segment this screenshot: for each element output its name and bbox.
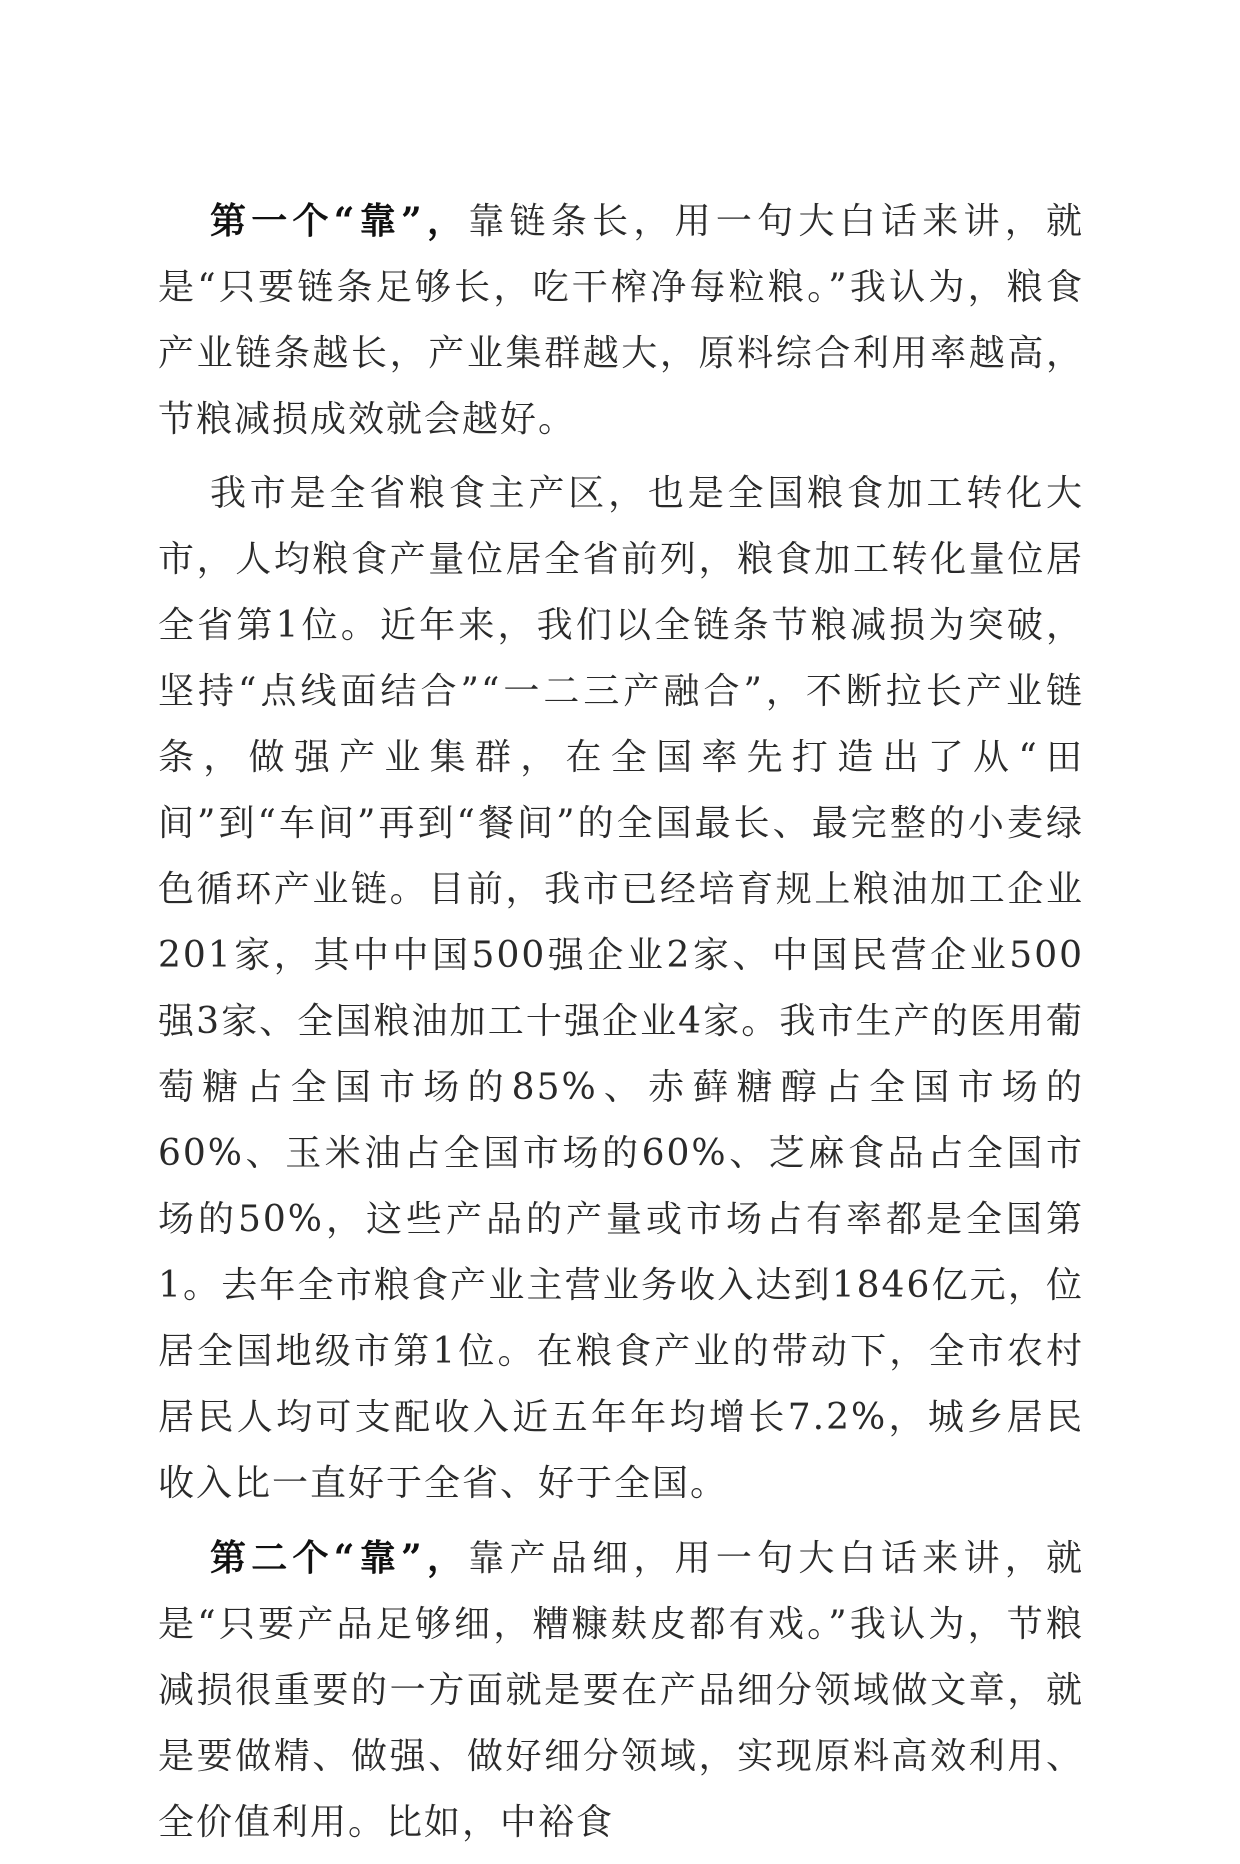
- document-body: [158, 188, 1084, 1864]
- paragraph-text: 靠产品细，用一句大白话来讲，就是“只要产品足够细，糟糠麸皮都有戏。”我认为，节粮减损很重要的一方面就是要在产品细分领域做文章，就是要做精、做强、做好细分领域，实现原料高效利用、全价值利用。比如，中裕食: [158, 1538, 1084, 1843]
- paragraph-text: 靠链条长，用一句大白话来讲，就是“只要链条足够长，吃干榨净每粒粮。”我认为，粮食产业链条越长，产业集群越大，原料综合利用率越高，节粮减损成效就会越好。: [158, 201, 1084, 440]
- paragraph-first-kao: [158, 188, 1084, 453]
- paragraph-city-overview: [158, 461, 1084, 1517]
- paragraph-text: 我市是全省粮食主产区，也是全国粮食加工转化大市，人均粮食产量位居全省前列，粮食加工转化量位居全省第1位。近年来，我们以全链条节粮减损为突破，坚持“点线面结合”“一二三产融合”，不断拉长产业链条，做强产业集群，在全国率先打造出了从“田间”到“车间”再到“餐间”的全国最长、最完整的小麦绿色循环产业链。目前，我市已经培育规上粮油加工企业201家，其中中国500强企业2家、中国民营企业500强3家、全国粮油加工十强企业4家。我市生产的医用葡萄糖占全国市场的85%、赤藓糖醇占全国市场的60%、玉米油占全国市场的60%、芝麻食品占全国市场的50%，这些产品的产量或市场占有率都是全国第1。去年全市粮食产业主营业务收入达到1846亿元，位居全国地级市第1位。在粮食产业的带动下，全市农村居民人均可支配收入近五年年均增长7.2%，城乡居民收入比一直好于全省、好于全国。: [158, 473, 1084, 1504]
- paragraph-second-kao: [158, 1525, 1084, 1856]
- paragraph-lead-heading: 第一个“靠”，: [210, 200, 469, 242]
- paragraph-lead-heading: 第二个“靠”，: [210, 1537, 469, 1579]
